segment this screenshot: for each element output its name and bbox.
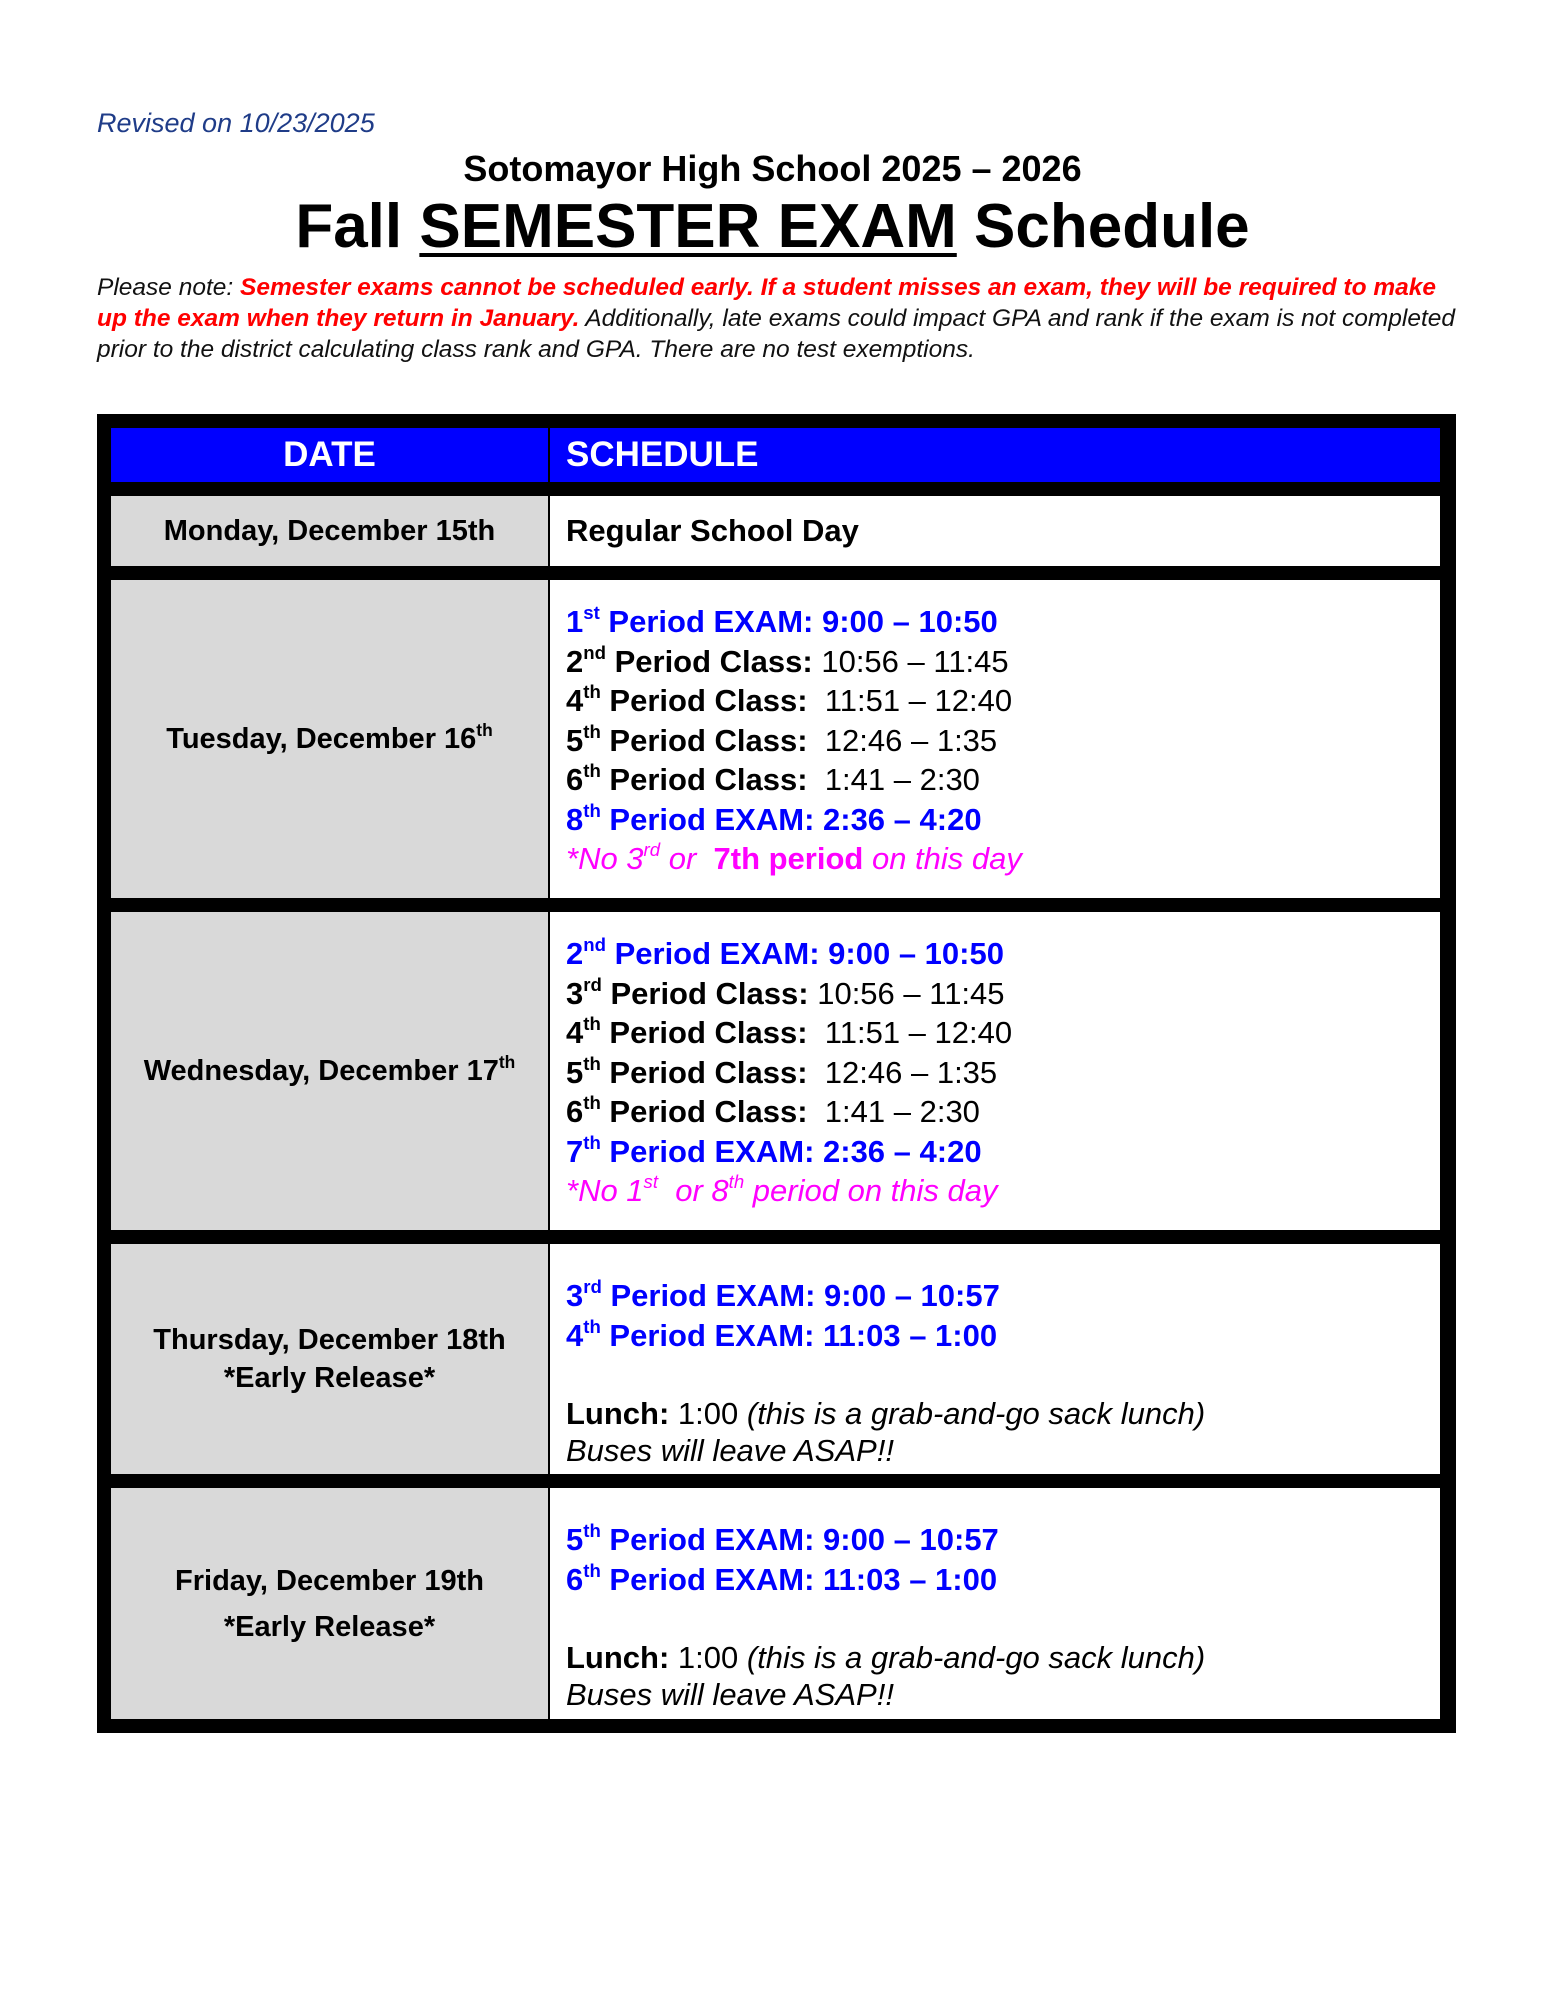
early-release-label: *Early Release* bbox=[223, 1610, 436, 1643]
exam-line: 4th Period EXAM: 11:03 – 1:00 bbox=[566, 1315, 998, 1353]
class-line: 6th Period Class: 1:41 – 2:30 bbox=[566, 1091, 980, 1129]
date-label: Friday, December 19th bbox=[175, 1564, 484, 1597]
class-line: 4th Period Class: 11:51 – 12:40 bbox=[566, 1012, 1013, 1050]
title-prefix: Fall bbox=[295, 192, 420, 261]
lunch-line: Lunch: 1:00 (this is a grab-and-go sack lunch) bbox=[566, 1396, 1206, 1431]
schedule-text: Regular School Day bbox=[566, 513, 859, 548]
date-label: Tuesday, December 16th bbox=[166, 719, 493, 755]
header-schedule-label: SCHEDULE bbox=[566, 435, 759, 474]
class-line: 3rd Period Class: 10:56 – 11:45 bbox=[566, 973, 1005, 1011]
exam-line: 7th Period EXAM: 2:36 – 4:20 bbox=[566, 1131, 982, 1169]
note-lead: Please note: bbox=[97, 274, 241, 301]
spacer bbox=[566, 1355, 1440, 1394]
date-label: Wednesday, December 17th bbox=[143, 1051, 516, 1087]
no-period-note: *No 1st or 8th period on this day bbox=[566, 1170, 998, 1208]
page-title bbox=[0, 193, 1545, 261]
spacer bbox=[566, 1599, 1440, 1638]
header-date bbox=[111, 428, 548, 482]
exam-line: 6th Period EXAM: 11:03 – 1:00 bbox=[566, 1559, 998, 1597]
class-line: 5th Period Class: 12:46 – 1:35 bbox=[566, 1052, 998, 1090]
header-date-label: DATE bbox=[283, 435, 376, 474]
exam-line: 8th Period EXAM: 2:36 – 4:20 bbox=[566, 799, 982, 837]
title-underlined: SEMESTER EXAM bbox=[419, 192, 957, 261]
buses-note: Buses will leave ASAP!! bbox=[566, 1432, 894, 1468]
class-line: 6th Period Class: 1:41 – 2:30 bbox=[566, 759, 980, 797]
schedule-cell-monday bbox=[550, 496, 1440, 566]
class-line: 2nd Period Class: 10:56 – 11:45 bbox=[566, 641, 1009, 679]
exam-schedule-table bbox=[97, 414, 1456, 1733]
exam-line: 5th Period EXAM: 9:00 – 10:57 bbox=[566, 1519, 999, 1557]
date-cell-thursday bbox=[111, 1244, 548, 1474]
no-period-note: *No 3rd or 7th period on this day bbox=[566, 838, 1022, 876]
schedule-cell-wednesday bbox=[550, 912, 1440, 1230]
exam-line: 3rd Period EXAM: 9:00 – 10:57 bbox=[566, 1275, 1000, 1313]
school-name: Sotomayor High School 2025 – 2026 bbox=[463, 148, 1082, 189]
date-cell-wednesday bbox=[111, 912, 548, 1230]
policy-note bbox=[97, 272, 1457, 365]
note-warning: Semester exams cannot be scheduled early. If a student misses an exam, they will be required to make up the exam when they return in January. bbox=[97, 274, 1437, 332]
header-schedule bbox=[550, 428, 1440, 482]
title-suffix: Schedule bbox=[956, 192, 1250, 261]
exam-line: 1st Period EXAM: 9:00 – 10:50 bbox=[566, 601, 998, 639]
note-rest: Additionally, late exams could impact GPA and rank if the exam is not completed prior to the district calculating class rank and GPA. There are no test exemptions. bbox=[97, 305, 1456, 363]
date-cell-tuesday bbox=[111, 580, 548, 898]
revised-date: Revised on 10/23/2025 bbox=[97, 108, 375, 138]
schedule-cell-tuesday bbox=[550, 580, 1440, 898]
buses-note: Buses will leave ASAP!! bbox=[566, 1676, 894, 1712]
date-label: Monday, December 15th bbox=[163, 514, 496, 547]
date-cell-monday bbox=[111, 496, 548, 566]
date-label: Thursday, December 18th bbox=[153, 1324, 506, 1356]
class-line: 5th Period Class: 12:46 – 1:35 bbox=[566, 720, 998, 758]
early-release-label: *Early Release* bbox=[223, 1362, 436, 1394]
schedule-cell-thursday bbox=[550, 1244, 1440, 1474]
schedule-cell-friday bbox=[550, 1488, 1440, 1719]
date-cell-friday bbox=[111, 1488, 548, 1719]
exam-line: 2nd Period EXAM: 9:00 – 10:50 bbox=[566, 933, 1004, 971]
lunch-line: Lunch: 1:00 (this is a grab-and-go sack lunch) bbox=[566, 1640, 1206, 1675]
class-line: 4th Period Class: 11:51 – 12:40 bbox=[566, 680, 1013, 718]
